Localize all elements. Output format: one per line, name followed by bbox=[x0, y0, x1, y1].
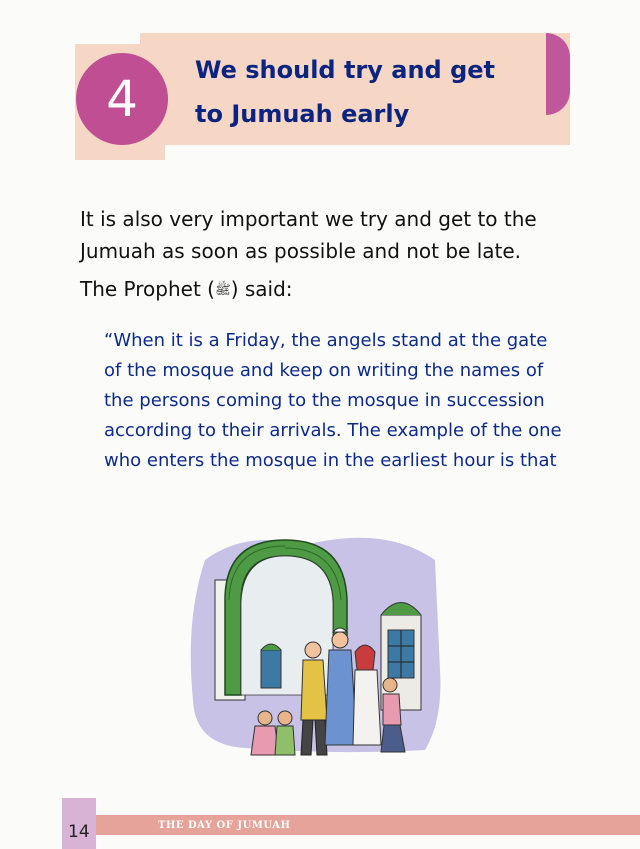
said-prefix: The Prophet ( bbox=[80, 277, 215, 301]
quote-line: of the mosque and keep on writing the names of bbox=[104, 360, 544, 381]
prophet-said-line bbox=[80, 273, 293, 307]
page-number-box bbox=[62, 798, 96, 849]
section-title bbox=[195, 48, 535, 136]
book-title: THE DAY OF JUMUAH bbox=[158, 820, 291, 831]
mosque-illustration bbox=[185, 520, 445, 760]
page-number: 14 bbox=[68, 822, 90, 842]
quote-line: the persons coming to the mosque in succession bbox=[104, 390, 545, 411]
title-band-notch bbox=[546, 33, 570, 115]
quote-line: who enters the mosque in the earliest hour is that bbox=[104, 450, 557, 471]
quote-line: according to their arrivals. The example of the one bbox=[104, 420, 562, 441]
quote-line: “When it is a Friday, the angels stand at the gate bbox=[104, 330, 548, 351]
intro-paragraph bbox=[80, 203, 580, 267]
section-title-line2: to Jumuah early bbox=[195, 100, 410, 128]
hadith-quote bbox=[104, 326, 574, 476]
chapter-number: 4 bbox=[76, 53, 168, 145]
intro-line2: Jumuah as soon as possible and not be late. bbox=[80, 239, 522, 263]
intro-line1: It is also very important we try and get to the bbox=[80, 207, 537, 231]
salutation-symbol: ﷺ bbox=[214, 283, 231, 298]
section-title-line1: We should try and get bbox=[195, 56, 496, 84]
said-suffix: ) said: bbox=[230, 277, 293, 301]
